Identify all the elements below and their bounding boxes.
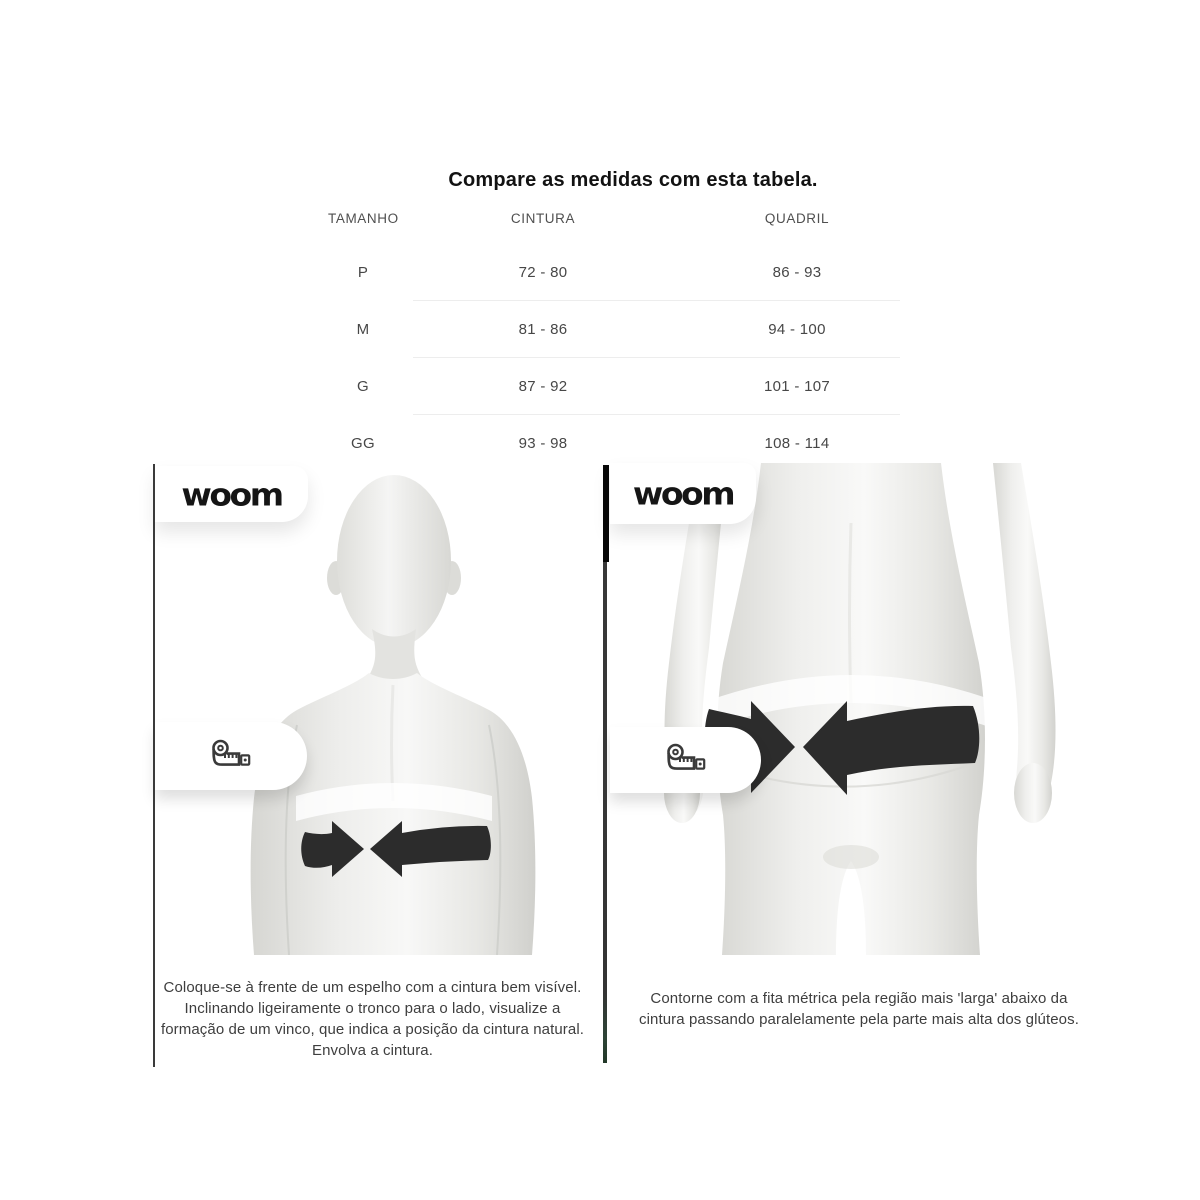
brand-logo-card [610, 463, 756, 524]
header-tamanho: TAMANHO [328, 211, 399, 226]
right-panel-edge-bar [603, 465, 609, 562]
table-row [328, 244, 906, 301]
hip-cell: 101 - 107 [763, 378, 831, 395]
mannequin-arm-right [993, 463, 1056, 817]
crotch-shading [823, 845, 879, 869]
mannequin-neck [367, 629, 423, 679]
hip-panel [603, 463, 1115, 1068]
hip-cell: 94 - 100 [768, 321, 826, 338]
waist-cell: 93 - 98 [518, 435, 568, 452]
waist-panel [155, 463, 590, 1068]
table-row [328, 358, 906, 415]
hip-mannequin-illustration [603, 463, 1115, 955]
brand-logo-card [155, 466, 308, 522]
hip-instruction-text: Contorne com a fita métrica pela região mais 'larga' abaixo da cintura passando paralelamente pela parte mais alta dos glúteos. [638, 990, 1079, 1028]
size-table-header [328, 199, 906, 244]
measuring-tape-icon [663, 743, 709, 777]
mannequin-head [337, 475, 451, 647]
page-title: Compare as medidas com esta tabela. [448, 169, 818, 191]
size-table [328, 199, 906, 472]
size-cell: M [356, 321, 370, 338]
header-cintura: CINTURA [510, 211, 576, 226]
size-cell: G [357, 378, 369, 395]
right-panel-edge-bar-lower [603, 562, 607, 1063]
measure-pill [610, 727, 761, 793]
hip-cell: 86 - 93 [772, 264, 822, 281]
left-panel-edge-line [153, 464, 155, 1067]
measure-pill [155, 722, 307, 790]
waist-instruction-text: Coloque-se à frente de um espelho com a cintura bem visível. Inclinando ligeiramente o tronco para o lado, visualize a formação de um vinco, que indica a posição da cintura natural. Envolva a cintura. [160, 979, 585, 1059]
waist-cell: 81 - 86 [518, 321, 568, 338]
size-cell: GG [351, 435, 375, 452]
measuring-tape-icon [208, 739, 254, 773]
mannequin-hand-right [1014, 763, 1052, 823]
table-row [328, 301, 906, 358]
woom-logo: woom [632, 474, 734, 513]
waist-cell: 72 - 80 [518, 264, 568, 281]
woom-logo: woom [181, 475, 282, 513]
waist-cell: 87 - 92 [518, 378, 568, 395]
hip-cell: 108 - 114 [764, 435, 830, 452]
waist-mannequin-illustration [155, 463, 591, 955]
size-cell: P [357, 264, 369, 281]
header-quadril: QUADRIL [764, 211, 830, 226]
